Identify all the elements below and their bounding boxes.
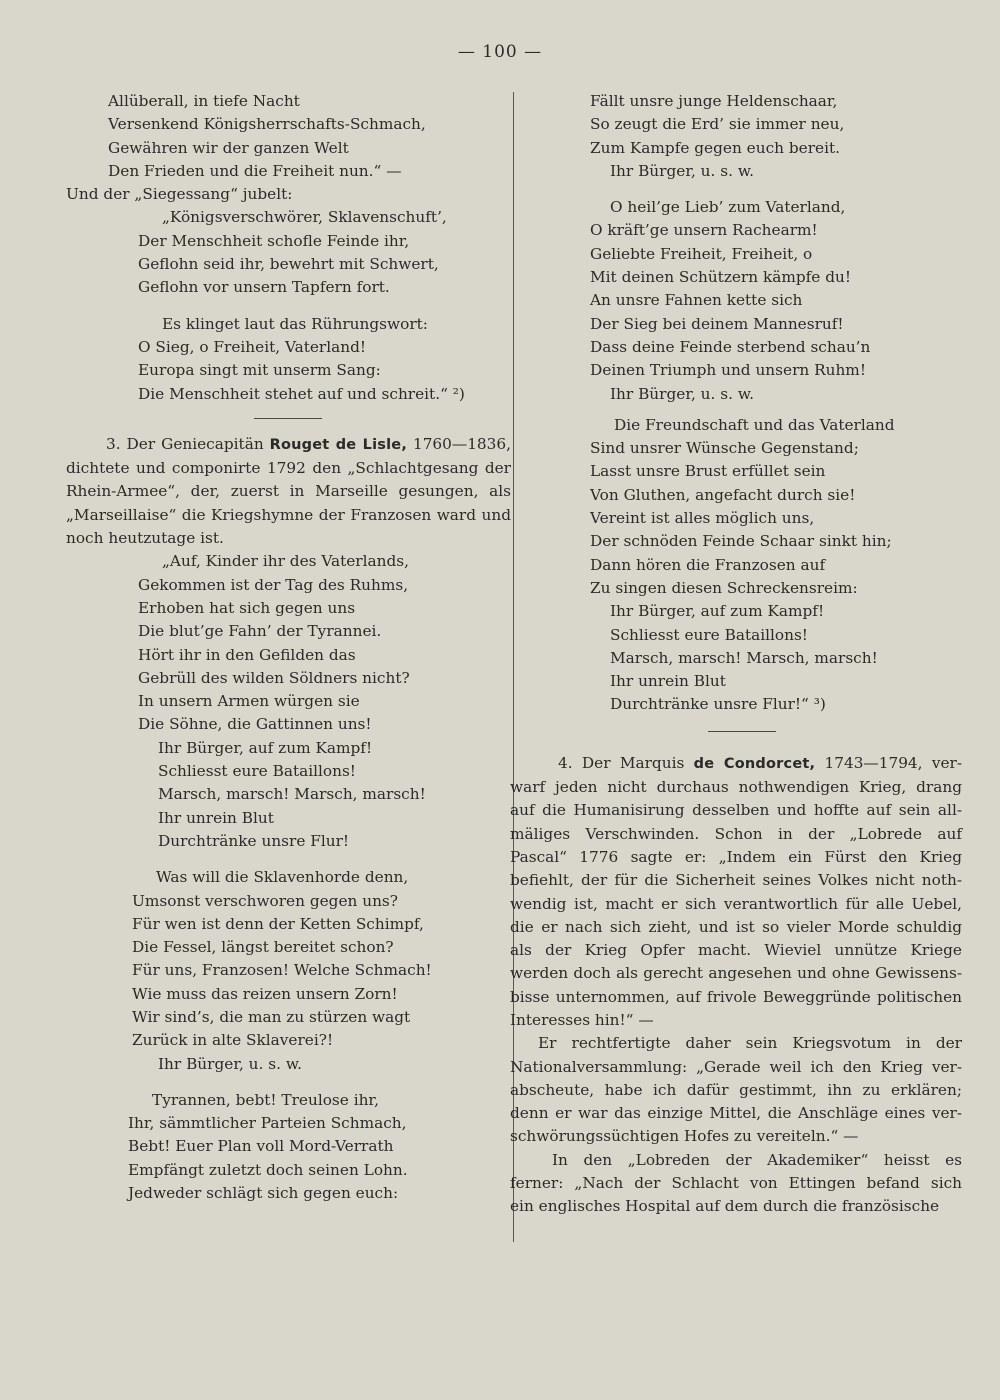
poem-stanza bbox=[66, 866, 511, 1052]
text-segment: dichtete und componirte 1792 den „Schlachtgesang der bbox=[66, 459, 511, 478]
poem-line: Der Sieg bei deinem Mannesruf! bbox=[590, 314, 844, 333]
prose-line bbox=[510, 893, 962, 916]
poem-line: Die Söhne, die Gattinnen uns! bbox=[138, 715, 372, 734]
poem-refrain bbox=[66, 737, 511, 853]
poem-stanza bbox=[510, 414, 962, 600]
prose-line: denn er war das einzige Mittel, die Anschläge eines ver- bbox=[510, 1104, 962, 1123]
poem-line: Der Menschheit schofle Feinde ihr, bbox=[138, 231, 410, 250]
prose-line bbox=[510, 962, 962, 985]
left-column bbox=[66, 90, 511, 1205]
refrain-line: Ihr unrein Blut bbox=[610, 672, 726, 691]
poem-line: Allüberall, in tiefe Nacht bbox=[108, 92, 300, 110]
text-segment: die er nach sich zieht, und ist so vieler Morde schuldig bbox=[510, 917, 962, 936]
poem-line: Der schnöden Feinde Schaar sinkt hin; bbox=[590, 532, 892, 551]
text-segment: „Marseillaise“ die Kriegshymne der Franzosen ward und bbox=[66, 505, 511, 524]
poem-line: Geflohn vor unsern Tapfern fort. bbox=[138, 278, 390, 297]
section-3-paragraph bbox=[66, 433, 511, 550]
refrain-abbrev: Ihr Bürger, u. s. w. bbox=[610, 161, 754, 180]
refrain-line: Ihr Bürger, auf zum Kampf! bbox=[610, 602, 825, 621]
poem-line: Ihr, sämmtlicher Parteien Schmach, bbox=[128, 1114, 407, 1133]
section-4-paragraph bbox=[510, 752, 962, 1033]
poem-line: Vereint ist alles möglich uns, bbox=[590, 509, 815, 528]
prose-line: ein englisches Hospital auf dem durch die französische bbox=[510, 1197, 940, 1216]
person-name: Rouget de Lisle, bbox=[269, 436, 408, 453]
poem-line: „Auf, Kinder ihr des Vaterlands, bbox=[162, 552, 409, 571]
poem-line: Den Frieden und die Freiheit nun.“ — bbox=[108, 161, 402, 180]
poem-line: O heil’ge Lieb’ zum Vaterland, bbox=[610, 198, 846, 217]
prose-line bbox=[510, 1009, 962, 1032]
poem-line: Zum Kampfe gegen euch bereit. bbox=[590, 138, 840, 157]
poem-line: „Königsverschwörer, Sklavenschuft’, bbox=[162, 208, 447, 227]
poem-stanza bbox=[66, 550, 511, 736]
prose-line bbox=[66, 433, 511, 457]
prose-line: Nationalversammlung: „Gerade weil ich den Krieg ver- bbox=[510, 1057, 962, 1076]
poem-line: An unsre Fahnen kette sich bbox=[590, 291, 803, 310]
text-segment: Interesses hin!“ — bbox=[510, 1010, 654, 1029]
refrain-line: Schliesst eure Bataillons! bbox=[158, 762, 356, 781]
text-segment: mäliges Verschwinden. Schon in der „Lobrede auf bbox=[510, 824, 962, 843]
poem-stanza bbox=[66, 206, 511, 299]
poem-line: Bebt! Euer Plan voll Mord-Verrath bbox=[128, 1137, 394, 1156]
poem-line: Erhoben hat sich gegen uns bbox=[138, 598, 356, 617]
poem-line: Wir sind’s, die man zu stürzen wagt bbox=[132, 1007, 411, 1026]
poem-line: Für wen ist denn der Ketten Schimpf, bbox=[132, 914, 424, 933]
prose-line bbox=[510, 869, 962, 892]
text-segment: Rhein-Armee“, der, zuerst in Marseille gesungen, als bbox=[66, 482, 511, 501]
poem-line: O Sieg, o Freiheit, Vaterland! bbox=[138, 337, 367, 356]
poem-line: So zeugt die Erd’ sie immer neu, bbox=[590, 115, 845, 134]
prose-line: ferner: „Nach der Schlacht von Ettingen befand sich bbox=[510, 1174, 962, 1193]
poem-line: Sind unsrer Wünsche Gegenstand; bbox=[590, 439, 859, 458]
poem-line: Zu singen diesen Schreckensreim: bbox=[590, 578, 858, 597]
poem-line: Fällt unsre junge Heldenschaar, bbox=[590, 92, 838, 110]
prose-line bbox=[66, 457, 511, 480]
poem-line: Lasst unsre Brust erfüllet sein bbox=[590, 462, 826, 481]
prose-line bbox=[510, 752, 962, 776]
poem-line: Jedweder schlägt sich gegen euch: bbox=[128, 1184, 399, 1203]
poem-line: Die Menschheit stehet auf und schreit.“ ²) bbox=[138, 384, 465, 403]
text-segment: werden doch als gerecht angesehen und ohne Gewissens- bbox=[510, 964, 962, 983]
refrain-line: Durchtränke unsre Flur! bbox=[158, 831, 350, 850]
prose-line bbox=[510, 846, 962, 869]
poem-stanza bbox=[66, 313, 511, 406]
poem-line: Mit deinen Schützern kämpfe du! bbox=[590, 268, 852, 287]
refrain-line: Schliesst eure Bataillons! bbox=[610, 625, 808, 644]
prose-line bbox=[66, 480, 511, 503]
poem-line: Versenkend Königsherrschafts-Schmach, bbox=[108, 115, 426, 134]
poem-line: Hört ihr in den Gefilden das bbox=[138, 645, 356, 664]
poem-line: Gebrüll des wilden Söldners nicht? bbox=[138, 668, 410, 687]
poem-stanza bbox=[66, 1089, 511, 1205]
text-segment: noch heutzutage ist. bbox=[66, 529, 224, 548]
poem-line: O kräft’ge unsern Rachearm! bbox=[590, 221, 818, 240]
refrain-abbrev: Ihr Bürger, u. s. w. bbox=[610, 384, 754, 403]
prose-line bbox=[510, 916, 962, 939]
prose-line bbox=[510, 986, 962, 1009]
poem-refrain bbox=[510, 600, 962, 716]
intro-line: Und der „Siegessang“ jubelt: bbox=[66, 185, 293, 204]
poem-line: Umsonst verschworen gegen uns? bbox=[132, 891, 398, 910]
text-segment: 3. Der Geniecapitän bbox=[106, 434, 270, 453]
poem-line: Empfängt zuletzt doch seinen Lohn. bbox=[128, 1160, 408, 1179]
refrain-line: Ihr unrein Blut bbox=[158, 808, 274, 827]
poem-stanza bbox=[510, 90, 962, 160]
poem-line: Gewähren wir der ganzen Welt bbox=[108, 138, 349, 157]
refrain-abbrev: Ihr Bürger, u. s. w. bbox=[158, 1054, 302, 1073]
poem-line: Geliebte Freiheit, Freiheit, o bbox=[590, 244, 813, 263]
poem-line: Die blut’ge Fahn’ der Tyrannei. bbox=[138, 622, 382, 641]
poem-line: Gekommen ist der Tag des Ruhms, bbox=[138, 575, 409, 594]
prose-line: abscheute, habe ich dafür gestimmt, ihn zu erklären; bbox=[510, 1080, 962, 1099]
poem-line: Tyrannen, bebt! Treulose ihr, bbox=[152, 1090, 379, 1109]
prose-line bbox=[510, 776, 962, 799]
poem-stanza bbox=[66, 90, 511, 183]
text-segment: warf jeden nicht durchaus nothwendigen Krieg, drang bbox=[510, 778, 962, 797]
text-segment: 1760—1836, bbox=[407, 434, 511, 453]
section-4-paragraph-2 bbox=[510, 1032, 962, 1148]
poem-line: Die Freundschaft und das Vaterland bbox=[614, 415, 895, 434]
poem-stanza bbox=[510, 196, 962, 382]
poem-line: Dann hören die Franzosen auf bbox=[590, 555, 826, 574]
poem-line: Zurück in alte Sklaverei?! bbox=[132, 1031, 334, 1050]
poem-line: Dass deine Feinde sterbend schau’n bbox=[590, 337, 871, 356]
poem-line: Für uns, Franzosen! Welche Schmach! bbox=[132, 961, 432, 980]
refrain-line: Ihr Bürger, auf zum Kampf! bbox=[158, 738, 373, 757]
poem-line: Die Fessel, längst bereitet schon? bbox=[132, 938, 394, 957]
prose-line bbox=[510, 823, 962, 846]
text-segment: 1743—1794, ver- bbox=[815, 753, 962, 772]
poem-line: Deinen Triumph und unsern Ruhm! bbox=[590, 361, 866, 380]
text-segment: befiehlt, der für die Sicherheit seines Volkes nicht noth- bbox=[510, 871, 962, 890]
prose-line bbox=[510, 939, 962, 962]
section-separator bbox=[254, 418, 322, 419]
page-number: — 100 — bbox=[457, 42, 543, 62]
text-segment: Pascal“ 1776 sagte er: „Indem ein Fürst den Krieg bbox=[510, 847, 962, 866]
refrain-line: Marsch, marsch! Marsch, marsch! bbox=[610, 648, 878, 667]
text-segment: wendig ist, macht er sich verantwortlich für alle Uebel, bbox=[510, 894, 962, 913]
person-name: de Condorcet, bbox=[693, 755, 816, 772]
refrain-line: Marsch, marsch! Marsch, marsch! bbox=[158, 785, 426, 804]
text-segment: als der Krieg Opfer macht. Wieviel unnütze Kriege bbox=[510, 941, 962, 960]
poem-line: Geflohn seid ihr, bewehrt mit Schwert, bbox=[138, 255, 439, 274]
section-separator bbox=[708, 731, 776, 732]
text-segment: bisse unternommen, auf frivole Beweggründe politischen bbox=[510, 987, 962, 1006]
poem-line: Wie muss das reizen unsern Zorn! bbox=[132, 984, 398, 1003]
prose-line: In den „Lobreden der Akademiker“ heisst es bbox=[552, 1150, 962, 1169]
prose-line: schwörungssüchtigen Hofes zu vereiteln.“ — bbox=[510, 1127, 859, 1146]
section-4-paragraph-3 bbox=[510, 1149, 962, 1219]
text-segment: auf die Humanisirung desselben und hoffte auf sein all- bbox=[510, 801, 962, 820]
refrain-line: Durchtränke unsre Flur!“ ³) bbox=[610, 695, 826, 714]
prose-line bbox=[66, 504, 511, 527]
prose-line bbox=[510, 799, 962, 822]
poem-line: Europa singt mit unserm Sang: bbox=[138, 361, 381, 380]
poem-line: Es klinget laut das Rührungswort: bbox=[162, 314, 428, 333]
right-column bbox=[510, 90, 962, 1219]
poem-line: Was will die Sklavenhorde denn, bbox=[156, 868, 409, 887]
prose-line bbox=[66, 527, 511, 550]
prose-line: Er rechtfertigte daher sein Kriegsvotum in der bbox=[538, 1034, 962, 1053]
text-segment: 4. Der Marquis bbox=[558, 753, 694, 772]
poem-line: Von Gluthen, angefacht durch sie! bbox=[590, 485, 856, 504]
poem-line: In unsern Armen würgen sie bbox=[138, 692, 360, 711]
